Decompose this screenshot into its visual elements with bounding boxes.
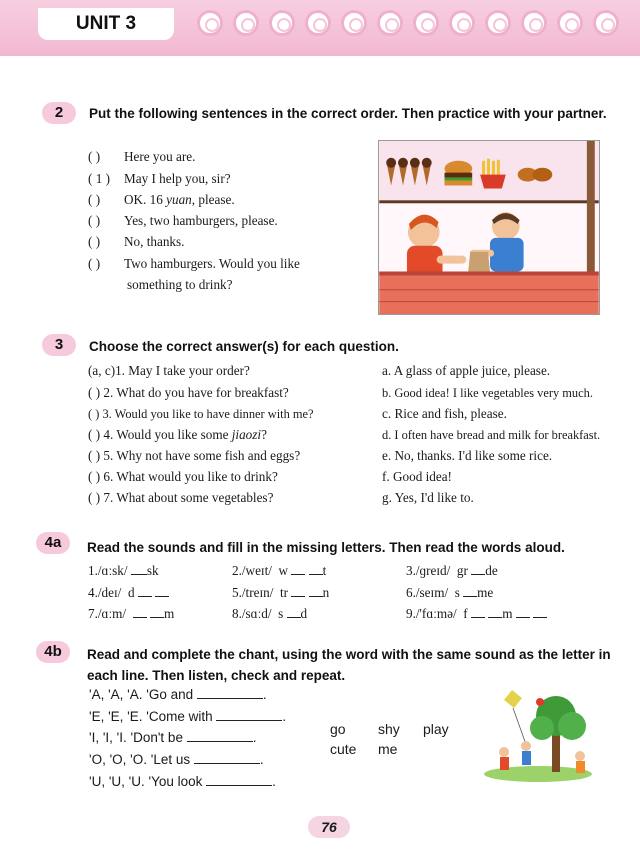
chant-blank[interactable] bbox=[187, 730, 253, 742]
answer-option: e. No, thanks. I'd like some rice. bbox=[382, 448, 553, 463]
word-part: f bbox=[463, 606, 468, 621]
exercise-number: 4b bbox=[36, 641, 70, 663]
letter-blank[interactable] bbox=[309, 563, 323, 575]
word-part: t bbox=[322, 563, 327, 578]
word-bank-me: me bbox=[378, 741, 398, 757]
sound-item[interactable] bbox=[88, 562, 159, 580]
decor-circle bbox=[341, 10, 367, 36]
sentence-text: Yes, two hamburgers, please. bbox=[124, 213, 278, 228]
word-part: w bbox=[278, 563, 289, 578]
sentence-item[interactable] bbox=[88, 148, 195, 166]
letter-blank[interactable] bbox=[533, 606, 547, 618]
decor-circle bbox=[377, 10, 403, 36]
letter-blank[interactable] bbox=[287, 606, 301, 618]
letter-blank[interactable] bbox=[150, 606, 164, 618]
answer-blank[interactable]: ( ) bbox=[88, 149, 101, 164]
question-item[interactable] bbox=[88, 426, 267, 444]
item-number: 7. bbox=[88, 606, 98, 621]
sound-item[interactable] bbox=[232, 562, 326, 580]
answer-option: d. I often have bread and milk for breakfast. bbox=[382, 428, 601, 442]
item-number: 8. bbox=[232, 606, 242, 621]
question-text: ( ) 6. What would you like to drink? bbox=[88, 469, 278, 484]
decor-circle bbox=[269, 10, 295, 36]
question-text: ( ) 3. Would you like to have dinner with me? bbox=[88, 407, 314, 421]
letter-blank[interactable] bbox=[291, 585, 305, 597]
item-number: 6. bbox=[406, 585, 416, 600]
question-item[interactable] bbox=[88, 468, 278, 486]
chant-phrase: 'Go and bbox=[146, 687, 194, 702]
word-part: m bbox=[163, 606, 175, 621]
word-part: s bbox=[278, 606, 284, 621]
question-text: ? bbox=[261, 427, 267, 442]
decor-circle bbox=[593, 10, 619, 36]
chant-line[interactable]: 'I, 'I, 'I. 'Don't be . bbox=[89, 730, 257, 745]
letter-blank[interactable] bbox=[471, 606, 485, 618]
question-italic: jiaozi bbox=[231, 427, 262, 442]
child-figure bbox=[499, 747, 509, 770]
letter-blank[interactable] bbox=[291, 563, 305, 575]
phonetic: /deɪ/ bbox=[97, 585, 122, 600]
balloon-icon bbox=[536, 698, 544, 706]
letter-blank[interactable] bbox=[155, 585, 169, 597]
chant-line[interactable]: 'O, 'O, 'O. 'Let us . bbox=[89, 752, 264, 767]
decor-circle bbox=[521, 10, 547, 36]
word-part: de bbox=[485, 563, 498, 578]
answer-option: b. Good idea! I like vegetables very much. bbox=[382, 386, 593, 400]
page-number: 76 bbox=[308, 816, 350, 838]
phonetic: /sɑːd/ bbox=[241, 606, 272, 621]
word-bank-cute: cute bbox=[330, 741, 357, 757]
item-number: 4. bbox=[88, 585, 98, 600]
word-part: d bbox=[127, 585, 135, 600]
sentence-text: OK. 16 bbox=[124, 192, 167, 207]
question-text: (a, c)1. May I take your order? bbox=[88, 363, 250, 378]
phonetic: /seɪm/ bbox=[415, 585, 449, 600]
exercise-instruction: Read the sounds and fill in the missing letters. Then read the words aloud. bbox=[87, 540, 565, 555]
food-bag-icon bbox=[468, 252, 490, 272]
chant-line[interactable]: 'U, 'U, 'U. 'You look . bbox=[89, 774, 276, 789]
letter-blank[interactable] bbox=[463, 585, 477, 597]
sound-item[interactable] bbox=[406, 584, 493, 602]
sound-item[interactable] bbox=[232, 584, 329, 602]
chant-blank[interactable] bbox=[194, 752, 260, 764]
kite-icon bbox=[504, 690, 528, 750]
decor-circle bbox=[413, 10, 439, 36]
answer-option: f. Good idea! bbox=[382, 469, 452, 484]
answer-option: a. A glass of apple juice, please. bbox=[382, 363, 551, 378]
item-number: 2. bbox=[232, 563, 242, 578]
hamburger-icon bbox=[445, 161, 473, 186]
chant-phrase: 'Let us bbox=[150, 752, 191, 767]
letter-blank[interactable] bbox=[133, 606, 147, 618]
word-part: n bbox=[322, 585, 330, 600]
sentence-text: May I help you, sir? bbox=[124, 171, 231, 186]
question-text: ( ) 7. What about some vegetables? bbox=[88, 490, 274, 505]
chant-letters: 'E, 'E, 'E. bbox=[89, 709, 143, 724]
sound-item[interactable] bbox=[406, 605, 547, 623]
word-bank-play: play bbox=[423, 721, 449, 737]
word-part: sk bbox=[146, 563, 159, 578]
decor-circle bbox=[197, 10, 223, 36]
chant-letters: 'U, 'U, 'U. bbox=[89, 774, 145, 789]
word-part: me bbox=[477, 585, 494, 600]
decor-circle bbox=[485, 10, 511, 36]
chant-phrase: 'Come with bbox=[146, 709, 213, 724]
child-figure bbox=[521, 741, 531, 765]
letter-blank[interactable] bbox=[516, 606, 530, 618]
item-number: 5. bbox=[232, 585, 242, 600]
chant-blank[interactable] bbox=[197, 687, 263, 699]
fast-food-illustration bbox=[378, 140, 600, 315]
item-number: 9. bbox=[406, 606, 416, 621]
chant-line[interactable]: 'A, 'A, 'A. 'Go and . bbox=[89, 687, 267, 702]
chant-line[interactable]: 'E, 'E, 'E. 'Come with . bbox=[89, 709, 287, 724]
phonetic: /treɪn/ bbox=[241, 585, 274, 600]
chant-letters: 'O, 'O, 'O. bbox=[89, 752, 147, 767]
sound-item[interactable] bbox=[406, 562, 498, 580]
sentence-text: Here you are. bbox=[124, 149, 196, 164]
tree-icon bbox=[530, 696, 586, 772]
chant-letters: 'I, 'I, 'I. bbox=[89, 730, 127, 745]
letter-blank[interactable] bbox=[131, 563, 147, 575]
sentence-item[interactable] bbox=[88, 170, 231, 188]
sound-item[interactable] bbox=[232, 605, 307, 623]
letter-blank[interactable] bbox=[138, 585, 152, 597]
sentence-text: Two hamburgers. Would you like bbox=[124, 256, 300, 271]
question-item[interactable] bbox=[88, 489, 273, 507]
child-figure bbox=[575, 751, 585, 773]
answer-blank[interactable]: ( ) bbox=[88, 256, 101, 271]
answer-blank[interactable]: ( ) bbox=[88, 192, 101, 207]
unit-title: UNIT 3 bbox=[38, 8, 174, 40]
question-item[interactable] bbox=[88, 405, 314, 423]
word-part: tr bbox=[279, 585, 289, 600]
sound-item[interactable] bbox=[88, 584, 169, 602]
word-bank-shy: shy bbox=[378, 721, 400, 737]
item-number: 1. bbox=[88, 563, 98, 578]
answer-blank[interactable]: ( ) bbox=[88, 213, 101, 228]
exercise-number: 2 bbox=[42, 102, 76, 124]
letter-blank[interactable] bbox=[309, 585, 323, 597]
phonetic: /ɡreɪd/ bbox=[415, 563, 451, 578]
phonetic: /ɑːm/ bbox=[97, 606, 127, 621]
answer-option: c. Rice and fish, please. bbox=[382, 406, 507, 421]
phonetic: /'fɑːmə/ bbox=[415, 606, 457, 621]
letter-blank[interactable] bbox=[471, 563, 485, 575]
question-text: ( ) 2. What do you have for breakfast? bbox=[88, 385, 289, 400]
sentence-italic: yuan bbox=[166, 192, 192, 207]
sentence-continuation: something to drink? bbox=[127, 277, 233, 292]
question-item[interactable] bbox=[88, 362, 250, 380]
page-header bbox=[0, 0, 640, 56]
phonetic: /weɪt/ bbox=[241, 563, 272, 578]
letter-blank[interactable] bbox=[488, 606, 502, 618]
sentence-item[interactable] bbox=[88, 212, 278, 230]
sentence-item[interactable] bbox=[88, 255, 300, 273]
decor-circle bbox=[305, 10, 331, 36]
sentence-item[interactable] bbox=[88, 191, 235, 209]
question-item[interactable] bbox=[88, 447, 300, 465]
chant-letters: 'A, 'A, 'A. bbox=[89, 687, 143, 702]
answer-option: g. Yes, I'd like to. bbox=[382, 490, 474, 505]
counter bbox=[379, 271, 598, 314]
answer-blank[interactable]: ( ) bbox=[88, 234, 101, 249]
kite-playground-illustration bbox=[482, 686, 594, 782]
exercise-instruction: Put the following sentences in the correct order. Then practice with your partner. bbox=[89, 106, 607, 121]
sentence-text: No, thanks. bbox=[124, 234, 185, 249]
question-text: ( ) 5. Why not have some fish and eggs? bbox=[88, 448, 301, 463]
word-part: gr bbox=[456, 563, 468, 578]
item-number: 3. bbox=[406, 563, 416, 578]
word-part: d bbox=[300, 606, 308, 621]
word-bank-go: go bbox=[330, 721, 346, 737]
word-part: s bbox=[454, 585, 460, 600]
chant-phrase: 'Don't be bbox=[130, 730, 183, 745]
decor-circle bbox=[233, 10, 259, 36]
sound-item[interactable] bbox=[88, 605, 174, 623]
sentence-item[interactable] bbox=[88, 233, 184, 251]
question-text: ( ) 4. Would you like some bbox=[88, 427, 232, 442]
exercise-instruction: Read and complete the chant, using the word with the same sound as the letter in each line. Then listen, check and repeat. bbox=[87, 647, 611, 683]
word-part: m bbox=[502, 606, 513, 621]
decor-circle bbox=[557, 10, 583, 36]
chant-phrase: 'You look bbox=[148, 774, 203, 789]
chant-blank[interactable] bbox=[206, 774, 272, 786]
question-item[interactable] bbox=[88, 384, 289, 402]
chant-blank[interactable] bbox=[216, 709, 282, 721]
decor-circle bbox=[449, 10, 475, 36]
exercise-instruction: Choose the correct answer(s) for each question. bbox=[89, 339, 399, 354]
phonetic: /ɑːsk/ bbox=[97, 563, 128, 578]
exercise-number: 4a bbox=[36, 532, 70, 554]
header-decoration bbox=[197, 10, 619, 36]
answer-blank[interactable]: ( 1 ) bbox=[88, 171, 110, 186]
exercise-number: 3 bbox=[42, 334, 76, 356]
sentence-text: , please. bbox=[191, 192, 235, 207]
